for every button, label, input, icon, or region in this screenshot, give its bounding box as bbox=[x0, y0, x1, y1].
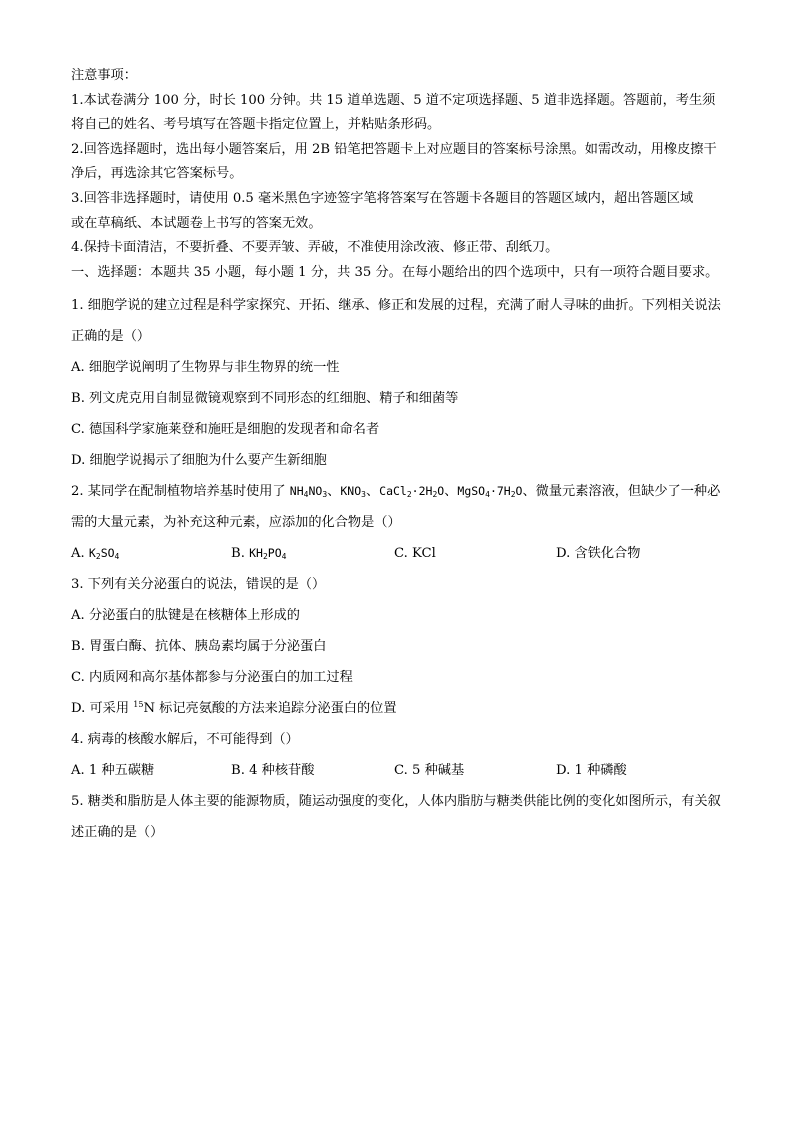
question-4-options bbox=[71, 755, 727, 786]
question-4-stem: 4. 病毒的核酸水解后，不可能得到（） bbox=[71, 732, 299, 748]
question-1-option-a: A. 细胞学说阐明了生物界与非生物界的统一性 bbox=[71, 360, 340, 376]
section-title: 一、选择题：本题共 35 小题，每小题 1 分，共 35 分。在每小题给出的四个选项中，只有一项符合题目要求。 bbox=[71, 264, 719, 280]
question-2-option-d: D. 含铁化合物 bbox=[556, 546, 641, 562]
question-1-option-d: D. 细胞学说揭示了细胞为什么要产生新细胞 bbox=[71, 453, 327, 469]
notice-item-1: 1.本试卷满分 100 分，时长 100 分钟。共 15 道单选题、5 道不定项选择题、5 道非选择题。答题前，考生须将自己的姓名、考号填写在答题卡指定位置上，并粘贴条形码。 bbox=[71, 92, 716, 133]
formula-nh4no3: $NH_4NO_3$ bbox=[289, 484, 328, 500]
question-2-option-b: B. $KH_2PO_4$ bbox=[231, 546, 287, 562]
notice-block bbox=[71, 0, 727, 261]
question-5 bbox=[71, 786, 727, 848]
notice-item-2: 2.回答选择题时，选出每小题答案后，用 2B 铅笔把答题卡上对应题目的答案标号涂黑。如需改动，用橡皮擦干净后，再选涂其它答案标号。 bbox=[71, 141, 717, 182]
notice-item-4: 4.保持卡面清洁，不要折叠、不要弄皱、弄破，不准使用涂改液、修正带、刮纸刀。 bbox=[71, 240, 559, 256]
question-1-option-c: C. 德国科学家施莱登和施旺是细胞的发现者和命名者 bbox=[71, 422, 380, 438]
exam-page bbox=[71, 0, 727, 848]
question-4 bbox=[71, 724, 727, 786]
question-3-stem: 3. 下列有关分泌蛋白的说法，错误的是（） bbox=[71, 577, 326, 593]
question-3-option-d: D. 可采用 $^{15}$N 标记亮氨酸的方法来追踪分泌蛋白的位置 bbox=[71, 700, 397, 717]
question-2-stem: 2. 某同学在配制植物培养基时使用了 $NH_4NO_3$、$KNO_3$、$CaCl_2\cdot 2H_2O$、$MgSO_4\cdot 7H_2O$、微量元素溶液，但缺少了一种必需的大量元素，为补充这种元素，应添加的化合物是（） bbox=[71, 484, 721, 531]
section-heading bbox=[71, 261, 727, 286]
notice-item-3: 3.回答非选择题时，请使用 0.5 毫米黑色字迹签字笔将答案写在答题卡各题目的答题区域内，超出答题区域 bbox=[71, 190, 694, 206]
question-3-option-b: B. 胃蛋白酶、抗体、胰岛素均属于分泌蛋白 bbox=[71, 639, 327, 655]
notice-title: 注意事项： bbox=[71, 68, 137, 83]
question-1 bbox=[71, 290, 727, 476]
question-2-stem-suffix: 、微量元素溶液，但缺少了一种必需的大量元素，为补充这种元素，应添加的化合物是（） bbox=[71, 484, 721, 531]
notice-item-3-cont: 或在草稿纸、本试题卷上书写的答案无效。 bbox=[71, 215, 322, 231]
question-4-option-b: B. 4 种核苷酸 bbox=[231, 763, 315, 779]
question-3-option-a: A. 分泌蛋白的肽键是在核糖体上形成的 bbox=[71, 608, 300, 624]
question-2-options bbox=[71, 538, 727, 569]
formula-kno3: $KNO_3$ bbox=[340, 484, 366, 500]
question-3-option-c: C. 内质网和高尔基体都参与分泌蛋白的加工过程 bbox=[71, 670, 353, 686]
question-2 bbox=[71, 476, 727, 569]
formula-mgso4: $MgSO_4\cdot 7H_2O$ bbox=[457, 484, 523, 500]
question-3 bbox=[71, 569, 727, 724]
question-1-option-b: B. 列文虎克用自制显微镜观察到不同形态的红细胞、精子和细菌等 bbox=[71, 391, 459, 407]
question-2-option-c: C. KCl bbox=[394, 546, 436, 562]
question-2-stem-prefix: 2. 某同学在配制植物培养基时使用了 bbox=[71, 484, 290, 500]
formula-cacl2: $CaCl_2\cdot 2H_2O$ bbox=[379, 484, 445, 500]
question-4-option-d: D. 1 种磷酸 bbox=[556, 763, 627, 779]
question-1-stem: 1. 细胞学说的建立过程是科学家探究、开拓、继承、修正和发展的过程，充满了耐人寻味的曲折。下列相关说法正确的是（） bbox=[71, 298, 721, 345]
question-2-option-a: A. $K_2SO_4$ bbox=[71, 546, 120, 562]
question-5-stem: 5. 糖类和脂肪是人体主要的能源物质，随运动强度的变化，人体内脂肪与糖类供能比例的变化如图所示，有关叙述正确的是（） bbox=[71, 794, 721, 841]
question-4-option-a: A. 1 种五碳糖 bbox=[71, 763, 155, 779]
question-4-option-c: C. 5 种碱基 bbox=[394, 763, 465, 779]
